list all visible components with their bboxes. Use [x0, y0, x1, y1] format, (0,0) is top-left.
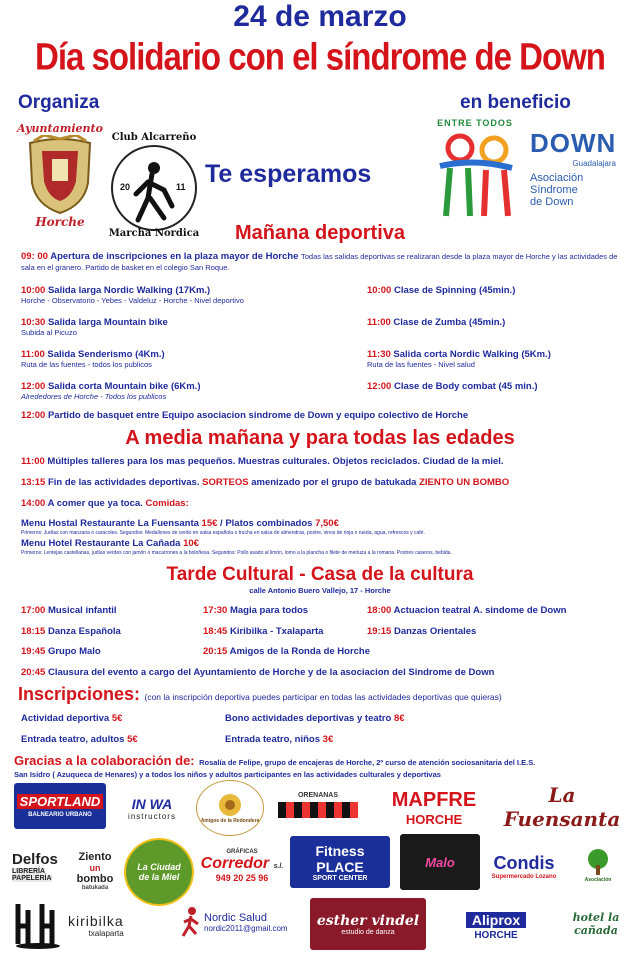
de-down-text: de Down [530, 196, 574, 208]
esther-vindel-logo: esther vindel estudio de danza [310, 898, 426, 950]
tarde-heading: Tarde Cultural - Casa de la cultura [166, 564, 474, 585]
manana-left-column [21, 285, 351, 413]
entre-todos-figures-icon [420, 128, 530, 228]
menu-canada: Menu Hotel Restaurante La Cañada 10€ [21, 538, 199, 549]
down-city: Guadalajara [572, 159, 616, 168]
orenanas-logo: ORENANAS [272, 786, 364, 824]
amigos-emblem-icon [217, 792, 243, 818]
malo-logo: Malo [400, 834, 480, 890]
sportland-logo: SPORTLAND BALNEARIO URBANO [14, 783, 106, 829]
gracias-block: Gracias a la colaboración de: Rosalía de Felipe, grupo de encajeras de Horche, 2º curso de atención sociosanitaria del I.E.S. San Isidro ( Azuqueca de Henares) y a todos los niños y adultos participantes en las actividades culturales y deportivas [14, 753, 536, 779]
insc-item: Entrada teatro, adultos 5€ [21, 734, 138, 745]
media-line-1: 11:00 Múltiples talleres para los mas pequeños. Muestras culturales. Objetos reciclados. Ciudad de la miel. [21, 456, 504, 467]
insc-item: Entrada teatro, niños 3€ [225, 734, 334, 745]
kiribilka-logo: kiribilka txalaparta [12, 898, 200, 952]
condis-logo: Condis Supermercado Lozano [491, 852, 557, 880]
list-item: 10:00 Salida larga Nordic Walking (17Km.) Horche - Observatorio - Yebes - Valdeluz - Horche - Nivel deportivo [21, 285, 244, 305]
manana-intro [21, 251, 621, 273]
asociacion-verde-logo: Asociación [566, 838, 630, 892]
manana-right-column [367, 285, 627, 413]
media-heading: A media mañana y para todas las edades [125, 427, 515, 449]
club-top-text: Club Alcarreño [111, 132, 197, 143]
event-title: Día solidario con el síndrome de Down [35, 35, 605, 78]
down-guadalajara-logo [530, 128, 634, 228]
club-year-left: 20 [120, 182, 131, 192]
asociacion-text: Asociación [530, 172, 584, 184]
entre-todos-logo [420, 118, 530, 230]
intro-text: Todas las salidas deportivas se realizaran desde la plaza mayor de Horche y las actividades de sala en el granero. Partido de basket en el colegio San Roque. [21, 252, 618, 272]
down-word: DOWN [530, 128, 617, 158]
list-item: 11:00 Salida Senderismo (4Km.) Ruta de las fuentes - todos los publicos [21, 349, 165, 369]
delfos-logo: Delfos LIBRERÍA PAPELERÍA [12, 850, 58, 882]
sindrome-text: Síndrome [530, 184, 578, 196]
intro-time: 09: 00 [21, 251, 48, 262]
list-item: 10:00 Clase de Spinning (45min.) [367, 285, 516, 296]
menu-fuensanta: Menu Hostal Restaurante La Fuensanta 15€ / Platos combinados 7,50€ [21, 518, 339, 529]
insc-item: Bono actividades deportivas y teatro 8€ [225, 713, 405, 724]
runner-icon [180, 906, 202, 938]
fuensanta-logo: La Fuensanta [503, 784, 621, 830]
beneficio-label: en beneficio [460, 92, 571, 113]
te-esperamos: Te esperamos [205, 160, 372, 188]
amigos-logo: Amigos de la Redondera [196, 780, 264, 836]
graficas-corredor-logo: GRÁFICAS Corredor s.l. 949 20 25 96 [200, 849, 284, 883]
fitness-place-logo: Fitness PLACE SPORT CENTER [290, 836, 390, 888]
event-date: 24 de marzo [233, 0, 407, 33]
aliprox-logo: Aliprox HORCHE [438, 904, 554, 948]
list-item: 12:00 Clase de Body combat (45 min.) [367, 381, 538, 392]
list-item: 11:30 Salida corta Nordic Walking (5Km.) Ruta de las fuentes - Nivel salud [367, 349, 551, 369]
menu-fuensanta-desc: Primeros: Judías con manzana o caracoles. Segundos: Medallones de cerdo en salsa española o trucha en salsa de almendras, postre, vinos de rioja o rueda, agua, refrescos y café. [21, 530, 425, 536]
media-line-2: 13:15 Fin de las actividades deportivas. SORTEOS amenizado por el grupo de batukada ZIENTO UN BOMBO [21, 477, 510, 488]
tarde-closing: 20:45 Clausura del evento a cargo del Ayuntamiento de Horche y de la asociacion del Sindrome de Down [21, 667, 495, 678]
club-year-right: 11 [176, 182, 186, 192]
inwa-logo: IN WA instructors [128, 795, 176, 821]
tree-icon [583, 847, 613, 877]
ziento-un-bombo-logo: Ziento un bombo batukada [76, 851, 114, 891]
ayuntamiento-bottom-text: Horche [35, 215, 85, 229]
list-item: 10:30 Salida larga Mountain bike Subida al Picuzo [21, 317, 168, 337]
nordic-salud-logo: Nordic Salud nordic2011@gmail.com [180, 900, 304, 944]
inscripciones-heading: Inscripciones: (con la inscripción deportiva puedes participar en todas las actividades deportivas que quieras) [18, 684, 502, 704]
ciudad-miel-logo: La Ciudad de la Miel [124, 838, 194, 906]
coat-of-arms-icon [14, 135, 106, 217]
hotel-la-canada-logo: hotel la cañada [572, 911, 620, 937]
menu-canada-desc: Primeros: Lentejas castellanas, judías verdes con jamón o macarrones a la boloñesa. Segundos: Pollo asado al limón, lomo a la plancha o filete de merluza a la romana. Postres caseros, bebida. [21, 550, 452, 556]
manana-final: 12:00 Partido de basquet entre Equipo asociacion sindrome de Down y equipo colectivo de Horche [21, 410, 469, 421]
mapfre-logo: MAPFRE HORCHE [391, 789, 477, 827]
manana-heading: Mañana deportiva [234, 222, 406, 244]
intro-bold: Apertura de inscripciones en la plaza mayor de Horche [50, 251, 299, 262]
kiribilka-icon [12, 900, 64, 950]
entre-todos-text: ENTRE TODOS [437, 118, 513, 128]
list-item: 11:00 Clase de Zumba (45min.) [367, 317, 506, 328]
organiza-label: Organiza [18, 92, 100, 113]
club-bottom-text: Marcha Nordica [108, 228, 200, 239]
insc-item: Actividad deportiva 5€ [21, 713, 123, 724]
tarde-address: calle Antonio Buero Vallejo, 17 - Horche [249, 586, 391, 595]
list-item: 12:00 Salida corta Mountain bike (6Km.) Alrededores de Horche - Todos los publicos [21, 381, 201, 401]
media-line-3: 14:00 A comer que ya toca. Comidas: [21, 498, 189, 509]
ayuntamiento-top-text: Ayuntamiento [17, 122, 103, 135]
